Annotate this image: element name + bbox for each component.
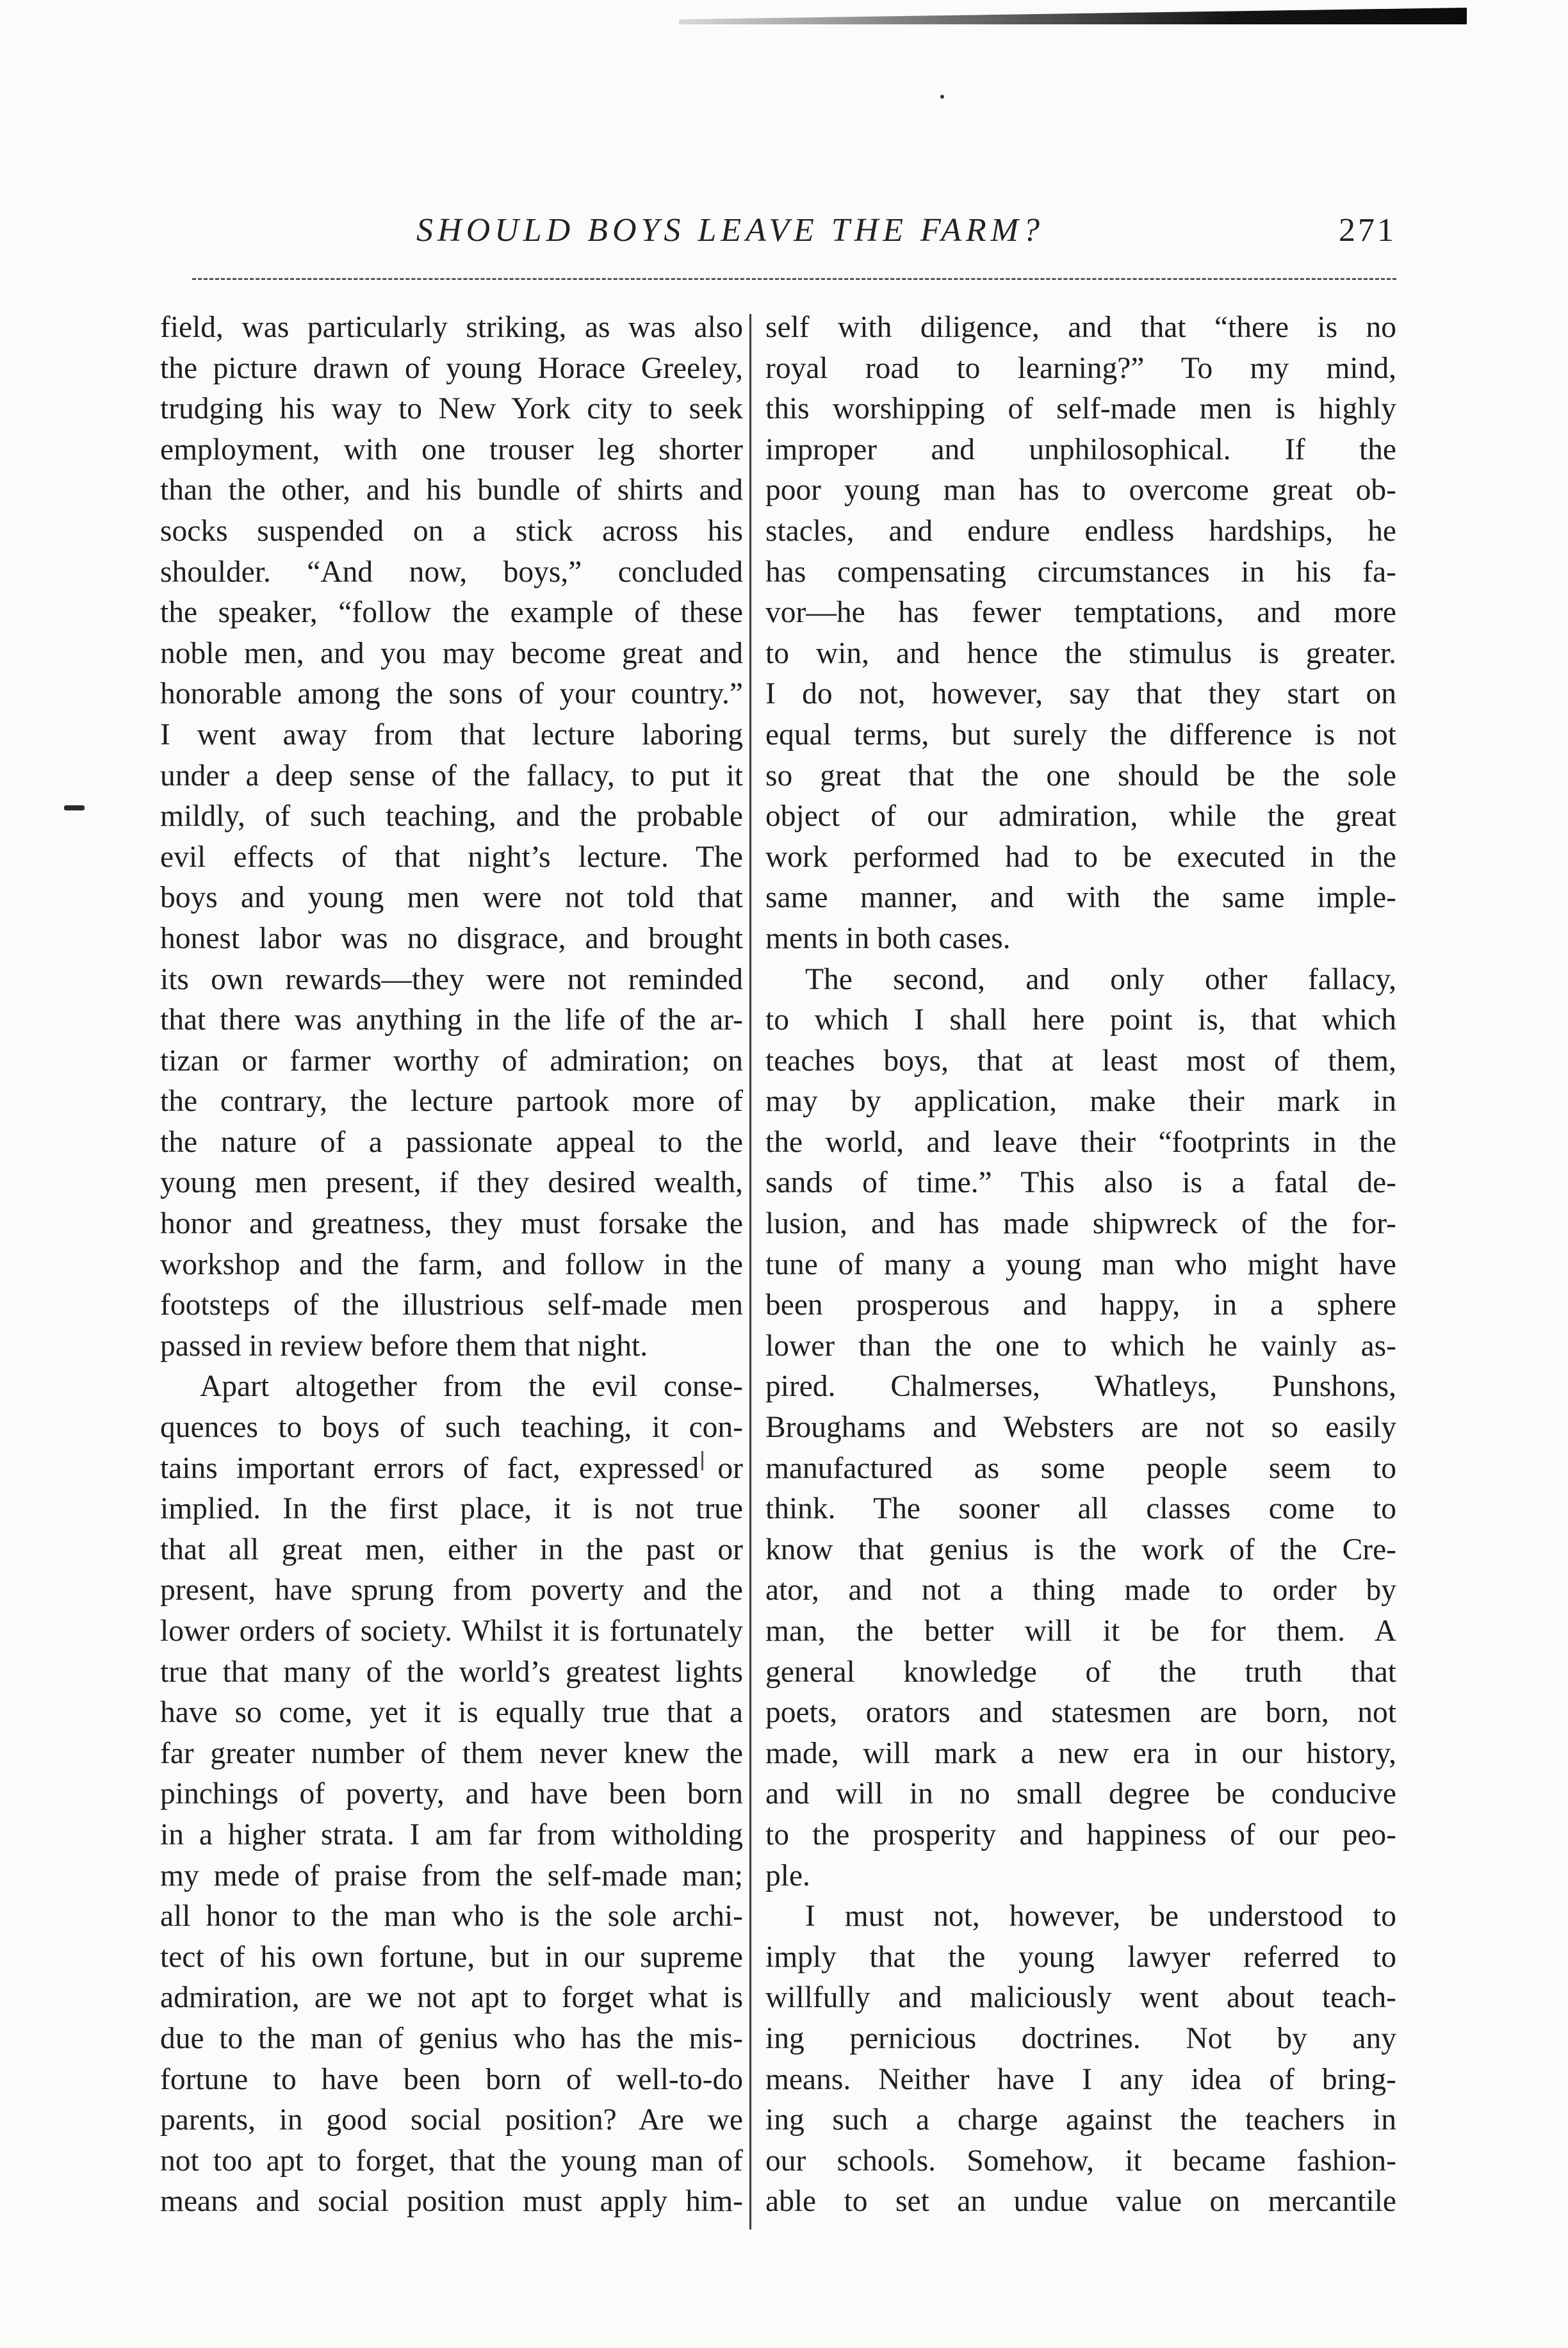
text-line: think. The sooner all classes come to bbox=[765, 1492, 1396, 1526]
text-line: made, will mark a new era in our history, bbox=[765, 1736, 1396, 1770]
text-line: this worshipping of self-made men is highly bbox=[765, 392, 1396, 426]
running-title: SHOULD BOYS LEAVE THE FARM? bbox=[416, 212, 1044, 249]
text-line: to the prosperity and happiness of our peo- bbox=[765, 1818, 1396, 1851]
text-line: lower than the one to which he vainly as- bbox=[765, 1329, 1396, 1363]
text-line: imply that the young lawyer referred to bbox=[765, 1940, 1396, 1974]
header-rule bbox=[192, 278, 1396, 280]
text-line: manufactured as some people seem to bbox=[765, 1451, 1396, 1485]
text-line: young men present, if they desired wealth, bbox=[160, 1166, 743, 1200]
text-line: passed in review before them that night. bbox=[160, 1329, 648, 1363]
text-line: its own rewards—they were not reminded bbox=[160, 962, 743, 996]
text-line: has compensating circumstances in his fa- bbox=[765, 555, 1396, 589]
page-number: 271 bbox=[1339, 212, 1396, 249]
text-line: implied. In the first place, it is not true bbox=[160, 1492, 743, 1526]
text-line: ator, and not a thing made to order by bbox=[765, 1573, 1396, 1607]
text-line: tizan or farmer worthy of admiration; on bbox=[160, 1044, 743, 1078]
text-line: the picture drawn of young Horace Greeley, bbox=[160, 351, 743, 385]
text-line: poets, orators and statesmen are born, not bbox=[765, 1696, 1396, 1730]
text-line: true that many of the world’s greatest lights bbox=[160, 1655, 743, 1689]
text-line: ing pernicious doctrines. Not by any bbox=[765, 2021, 1396, 2055]
text-line: boys and young men were not told that bbox=[160, 881, 743, 915]
text-line: footsteps of the illustrious self-made men bbox=[160, 1288, 743, 1322]
text-line: means. Neither have I any idea of bring- bbox=[765, 2062, 1396, 2096]
text-line: socks suspended on a stick across his bbox=[160, 514, 743, 548]
text-line: stacles, and endure endless hardships, he bbox=[765, 514, 1396, 548]
text-line: able to set an undue value on mercantile bbox=[765, 2185, 1396, 2219]
text-line: to win, and hence the stimulus is greater. bbox=[765, 636, 1396, 670]
text-line: improper and unphilosophical. If the bbox=[765, 432, 1396, 466]
text-line: I went away from that lecture laboring bbox=[160, 718, 743, 751]
text-line: pired. Chalmerses, Whatleys, Punshons, bbox=[765, 1370, 1396, 1404]
text-line: the world, and leave their “footprints in the bbox=[765, 1125, 1396, 1159]
text-line: present, have sprung from poverty and the bbox=[160, 1573, 743, 1607]
text-line: employment, with one trouser leg shorter bbox=[160, 432, 743, 466]
margin-mark bbox=[64, 805, 85, 810]
text-line: parents, in good social position? Are we bbox=[160, 2103, 743, 2137]
text-line: tune of many a young man who might have bbox=[765, 1247, 1396, 1281]
text-line: that all great men, either in the past or bbox=[160, 1532, 743, 1566]
text-line: the speaker, “follow the example of these bbox=[160, 596, 743, 630]
text-line: not too apt to forget, that the young man of bbox=[160, 2144, 743, 2178]
text-line: fortune to have been born of well-to-do bbox=[160, 2062, 743, 2096]
left-column bbox=[160, 308, 743, 2222]
text-line: vor—he has fewer temptations, and more bbox=[765, 596, 1396, 630]
text-line: poor young man has to overcome great ob- bbox=[765, 473, 1396, 507]
text-line: so great that the one should be the sole bbox=[765, 759, 1396, 792]
column-divider bbox=[749, 314, 751, 2229]
text-line: know that genius is the work of the Cre- bbox=[765, 1532, 1396, 1566]
text-line: I do not, however, say that they start on bbox=[765, 677, 1396, 711]
text-line: my mede of praise from the self-made man; bbox=[160, 1859, 743, 1892]
text-line: means and social position must apply him- bbox=[160, 2185, 743, 2219]
text-line: field, was particularly striking, as was also bbox=[160, 311, 743, 344]
text-line: sands of time.” This also is a fatal de- bbox=[765, 1166, 1396, 1200]
text-line: due to the man of genius who has the mis- bbox=[160, 2021, 743, 2055]
text-line: tect of his own fortune, but in our supreme bbox=[160, 1940, 743, 1974]
text-line: trudging his way to New York city to seek bbox=[160, 392, 743, 426]
text-line: same manner, and with the same imple- bbox=[765, 881, 1396, 915]
text-line: that there was anything in the life of the ar- bbox=[160, 1003, 743, 1037]
text-line: honor and greatness, they must forsake the bbox=[160, 1207, 743, 1241]
text-line: teaches boys, that at least most of them, bbox=[765, 1044, 1396, 1078]
text-line: may by application, make their mark in bbox=[765, 1085, 1396, 1119]
text-line: lower orders of society. Whilst it is fortunately bbox=[160, 1614, 743, 1648]
text-line: ing such a charge against the teachers in bbox=[765, 2103, 1396, 2137]
text-line: than the other, and his bundle of shirts and bbox=[160, 473, 743, 507]
text-line: admiration, are we not apt to forget what is bbox=[160, 1981, 743, 2015]
text-line: I must not, however, be understood to bbox=[805, 1900, 1396, 1933]
text-line: willfully and maliciously went about teach- bbox=[765, 1981, 1396, 2015]
text-line: self with diligence, and that “there is no bbox=[765, 311, 1396, 344]
text-line: tains important errors of fact, expressed or bbox=[160, 1451, 743, 1485]
text-line: shoulder. “And now, boys,” concluded bbox=[160, 555, 743, 589]
text-line: royal road to learning?” To my mind, bbox=[765, 351, 1396, 385]
text-line: equal terms, but surely the difference is not bbox=[765, 718, 1396, 751]
text-line: pinchings of poverty, and have been born bbox=[160, 1777, 743, 1811]
text-line: far greater number of them never knew the bbox=[160, 1736, 743, 1770]
text-line: man, the better will it be for them. A bbox=[765, 1614, 1396, 1648]
text-line: under a deep sense of the fallacy, to put it bbox=[160, 759, 743, 792]
text-line: noble men, and you may become great and bbox=[160, 636, 743, 670]
text-line: and will in no small degree be conducive bbox=[765, 1777, 1396, 1811]
text-line: workshop and the farm, and follow in the bbox=[160, 1247, 743, 1281]
text-line: lusion, and has made shipwreck of the for- bbox=[765, 1207, 1396, 1241]
text-line: honorable among the sons of your country.” bbox=[160, 677, 743, 711]
text-line: evil effects of that night’s lecture. The bbox=[160, 840, 743, 874]
print-speck bbox=[940, 95, 944, 99]
text-line: all honor to the man who is the sole archi- bbox=[160, 1900, 743, 1933]
text-line: have so come, yet it is equally true that a bbox=[160, 1696, 743, 1730]
text-line: the nature of a passionate appeal to the bbox=[160, 1125, 743, 1159]
text-line: quences to boys of such teaching, it con- bbox=[160, 1411, 743, 1445]
top-decorative-rule bbox=[679, 8, 1467, 24]
text-line: general knowledge of the truth that bbox=[765, 1655, 1396, 1689]
text-line: the contrary, the lecture partook more of bbox=[160, 1085, 743, 1119]
text-line: The second, and only other fallacy, bbox=[805, 962, 1396, 996]
text-line: Apart altogether from the evil conse- bbox=[200, 1370, 743, 1404]
text-line: been prosperous and happy, in a sphere bbox=[765, 1288, 1396, 1322]
text-line: in a higher strata. I am far from witholding bbox=[160, 1818, 743, 1851]
text-line: work performed had to be executed in the bbox=[765, 840, 1396, 874]
text-line: ple. bbox=[765, 1859, 810, 1892]
text-line: mildly, of such teaching, and the probable bbox=[160, 800, 743, 833]
text-line: our schools. Somehow, it became fashion- bbox=[765, 2144, 1396, 2178]
right-column bbox=[765, 308, 1396, 2222]
text-line: ments in both cases. bbox=[765, 921, 1011, 955]
text-line: honest labor was no disgrace, and brought bbox=[160, 921, 743, 955]
text-line: to which I shall here point is, that which bbox=[765, 1003, 1396, 1037]
text-line: Broughams and Websters are not so easily bbox=[765, 1411, 1396, 1445]
text-line: object of our admiration, while the great bbox=[765, 800, 1396, 833]
